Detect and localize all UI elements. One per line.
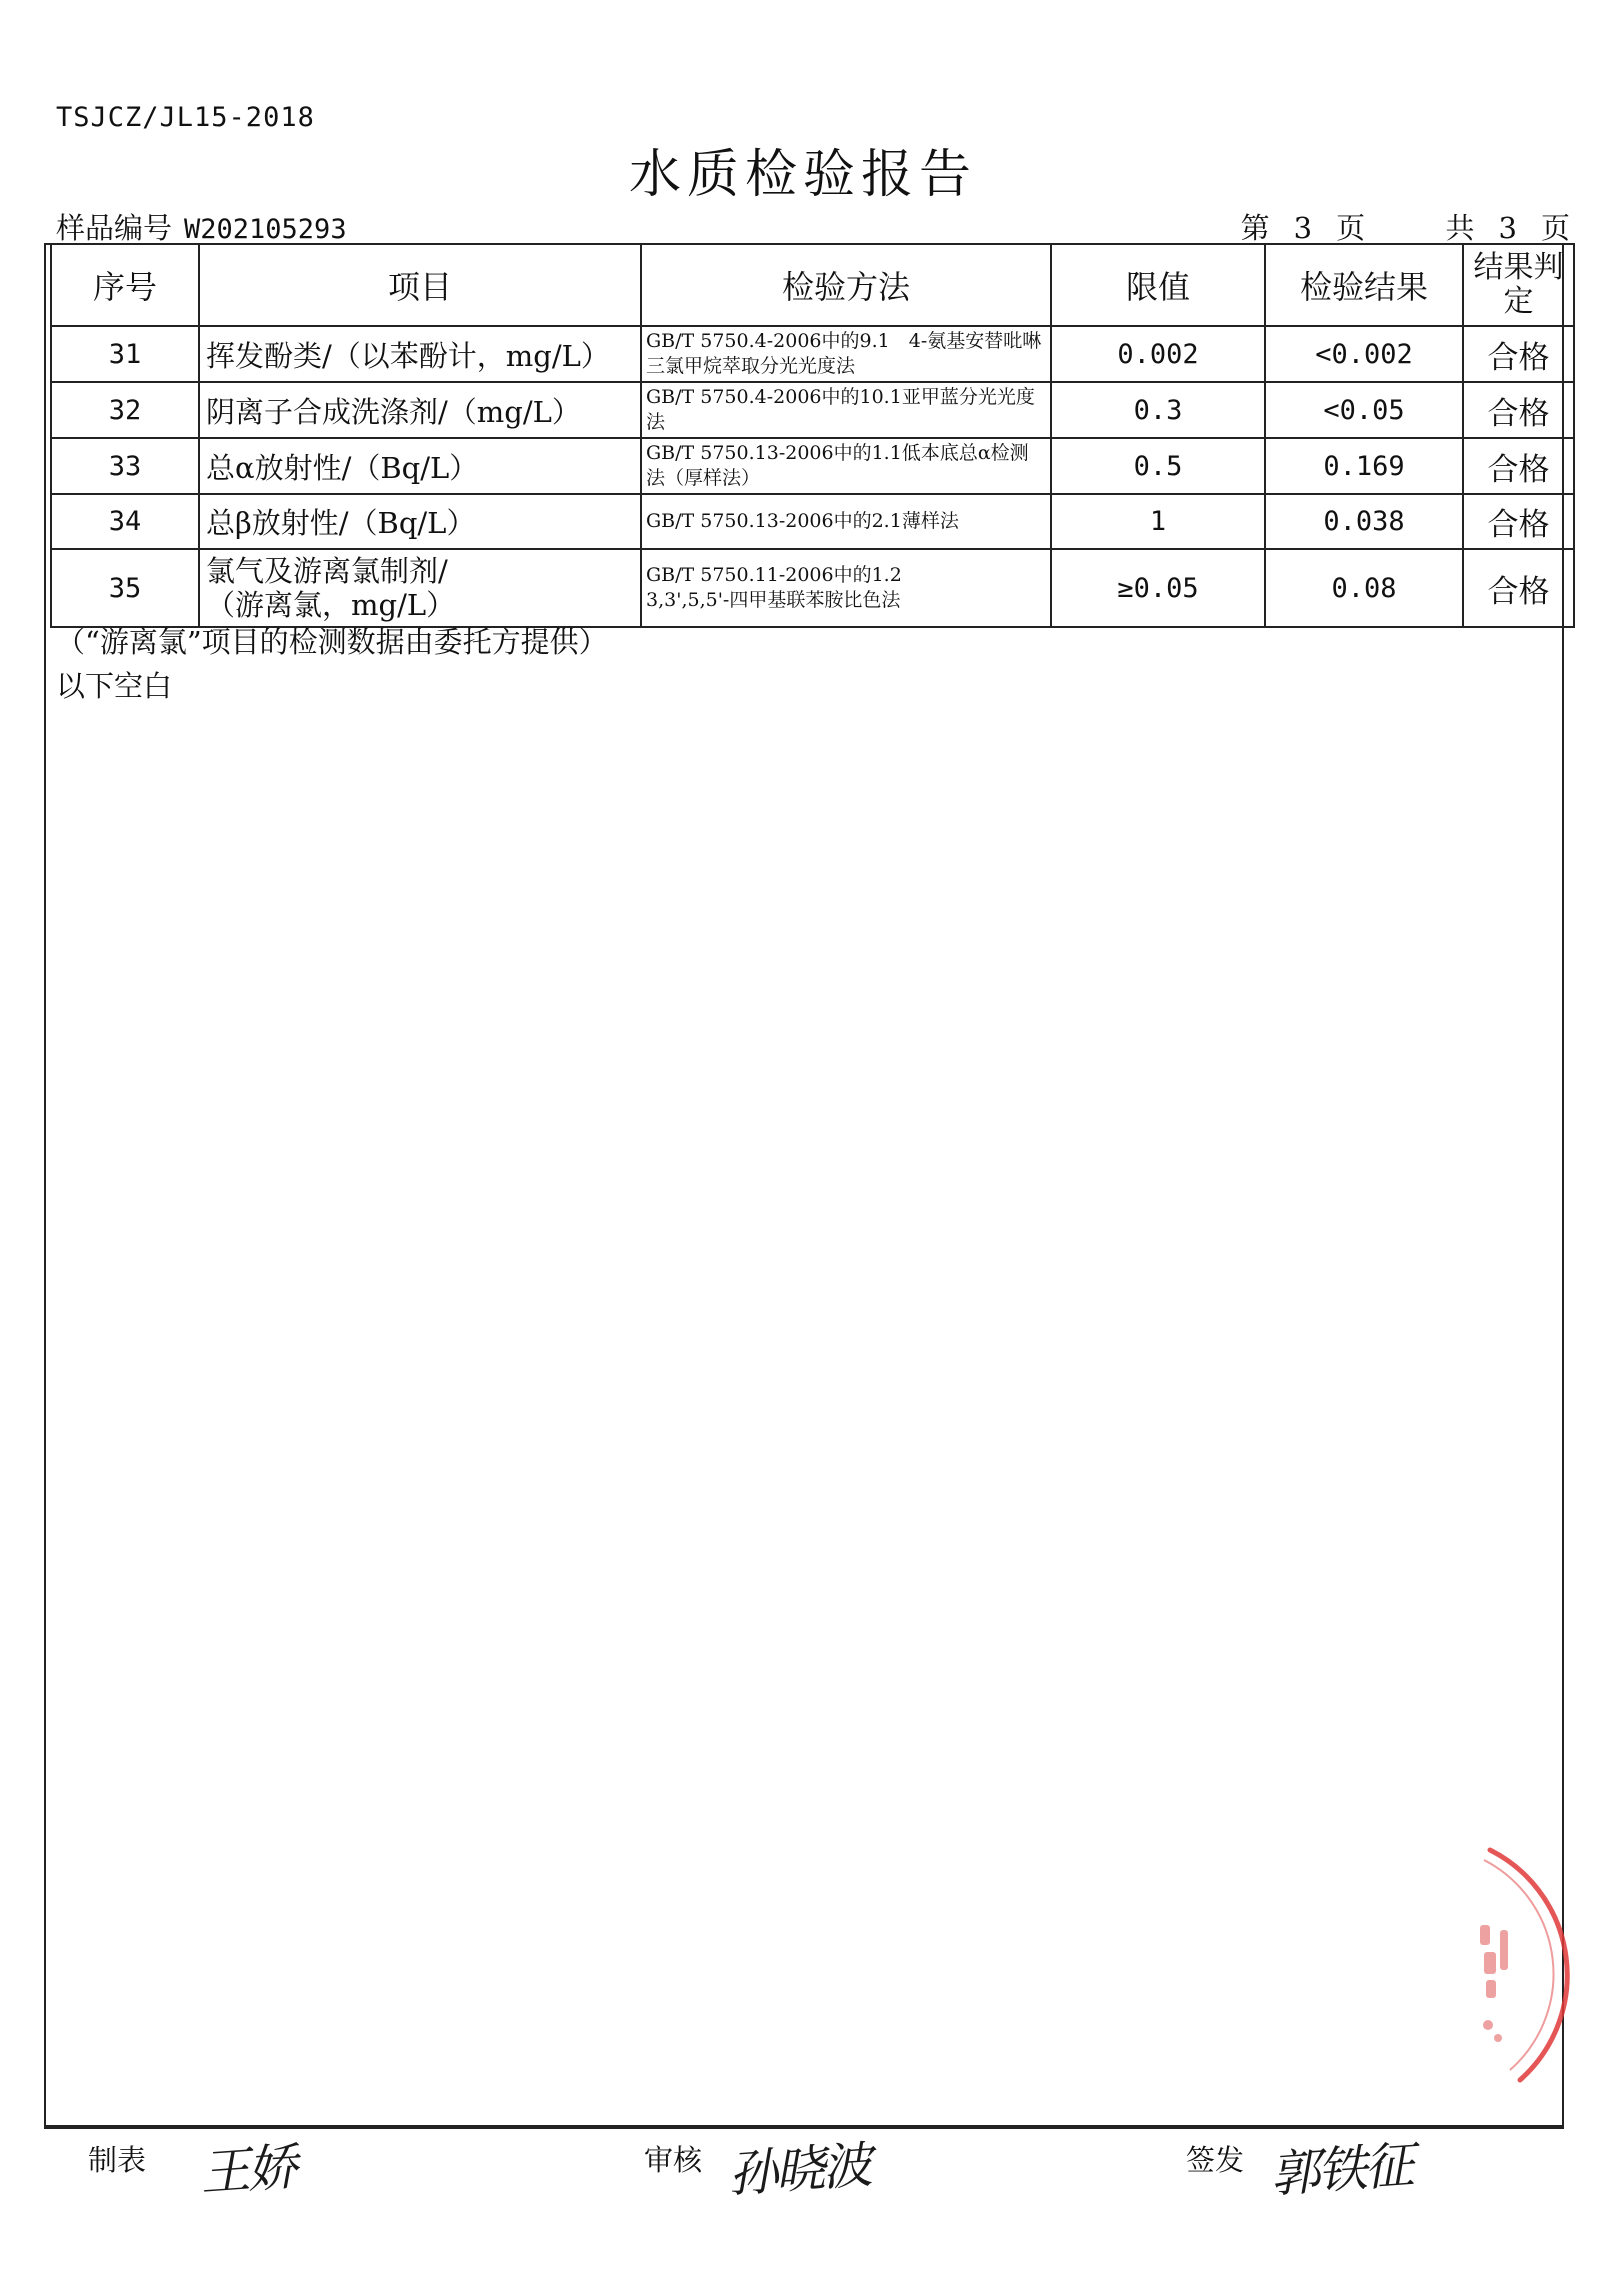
row-method: GB/T 5750.13-2006中的2.1薄样法 [641,494,1051,549]
total-unit: 页 [1540,211,1570,245]
row-item: 总α放射性/（Bq/L） [199,438,641,494]
page-number: 3 [1293,211,1313,245]
row-judgement: 合格 [1463,494,1574,549]
page-label: 第 [1240,211,1270,245]
page-title: 水质检验报告 [628,145,977,205]
row-judgement: 合格 [1463,326,1574,382]
header-result: 检验结果 [1265,244,1463,326]
row-no: 34 [51,494,199,549]
row-limit: 1 [1051,494,1265,549]
total-label: 共 [1445,211,1475,245]
row-limit: 0.5 [1051,438,1265,494]
row-method: GB/T 5750.4-2006中的10.1亚甲蓝分光光度法 [641,382,1051,438]
page-info [1241,206,1570,247]
review-label: 审核 [644,2143,703,2177]
results-table [50,243,1575,628]
row-method: GB/T 5750.11-2006中的1.2 3,3',5,5'-四甲基联苯胺比色法 [641,549,1051,627]
row-judgement: 合格 [1463,549,1574,627]
row-item: 氯气及游离氯制剂/ （游离氯，mg/L） [199,549,641,627]
header-no: 序号 [51,244,199,326]
row-limit: ≥0.05 [1051,549,1265,627]
row-item: 阴离子合成洗涤剂/（mg/L） [199,382,641,438]
note-free-chlorine: （“游离氯”项目的检测数据由委托方提供） [56,625,608,659]
row-result: <0.05 [1265,382,1463,438]
table-row [51,549,1574,627]
row-method: GB/T 5750.13-2006中的1.1低本底总α检测法（厚样法） [641,438,1051,494]
issue-label: 签发 [1186,2143,1245,2177]
issue-signature: 郭铁征 [1268,2136,1414,2204]
header-method: 检验方法 [641,244,1051,326]
row-result: 0.169 [1265,438,1463,494]
table-row [51,494,1574,549]
sample-number-label: 样品编号 [56,211,173,245]
note-blank-below: 以下空白 [56,669,173,703]
prepared-label: 制表 [88,2143,147,2177]
page-unit: 页 [1336,211,1366,245]
prepared-signature: 王娇 [198,2137,297,2203]
row-no: 35 [51,549,199,627]
row-limit: 0.002 [1051,326,1265,382]
official-seal-stamp [1440,1830,1606,2100]
row-result: 0.08 [1265,549,1463,627]
footer-divider [44,2125,1564,2127]
row-no: 31 [51,326,199,382]
row-judgement: 合格 [1463,438,1574,494]
review-signature: 孙晓波 [726,2136,872,2204]
row-no: 32 [51,382,199,438]
table-row [51,382,1574,438]
row-item: 总β放射性/（Bq/L） [199,494,641,549]
row-no: 33 [51,438,199,494]
table-row [51,326,1574,382]
header-limit: 限值 [1051,244,1265,326]
table-row [51,438,1574,494]
header-item: 项目 [199,244,641,326]
row-result: <0.002 [1265,326,1463,382]
sample-number-value: W202105293 [184,214,347,245]
row-method: GB/T 5750.4-2006中的9.1 4-氨基安替吡啉三氯甲烷萃取分光光度法 [641,326,1051,382]
header-judgement: 结果判 定 [1463,244,1574,326]
table-header-row [51,244,1574,326]
row-judgement: 合格 [1463,382,1574,438]
row-item: 挥发酚类/（以苯酚计，mg/L） [199,326,641,382]
row-result: 0.038 [1265,494,1463,549]
form-code: TSJCZ/JL15-2018 [56,102,315,133]
total-number: 3 [1498,211,1517,245]
sample-number-line [56,206,347,247]
row-limit: 0.3 [1051,382,1265,438]
